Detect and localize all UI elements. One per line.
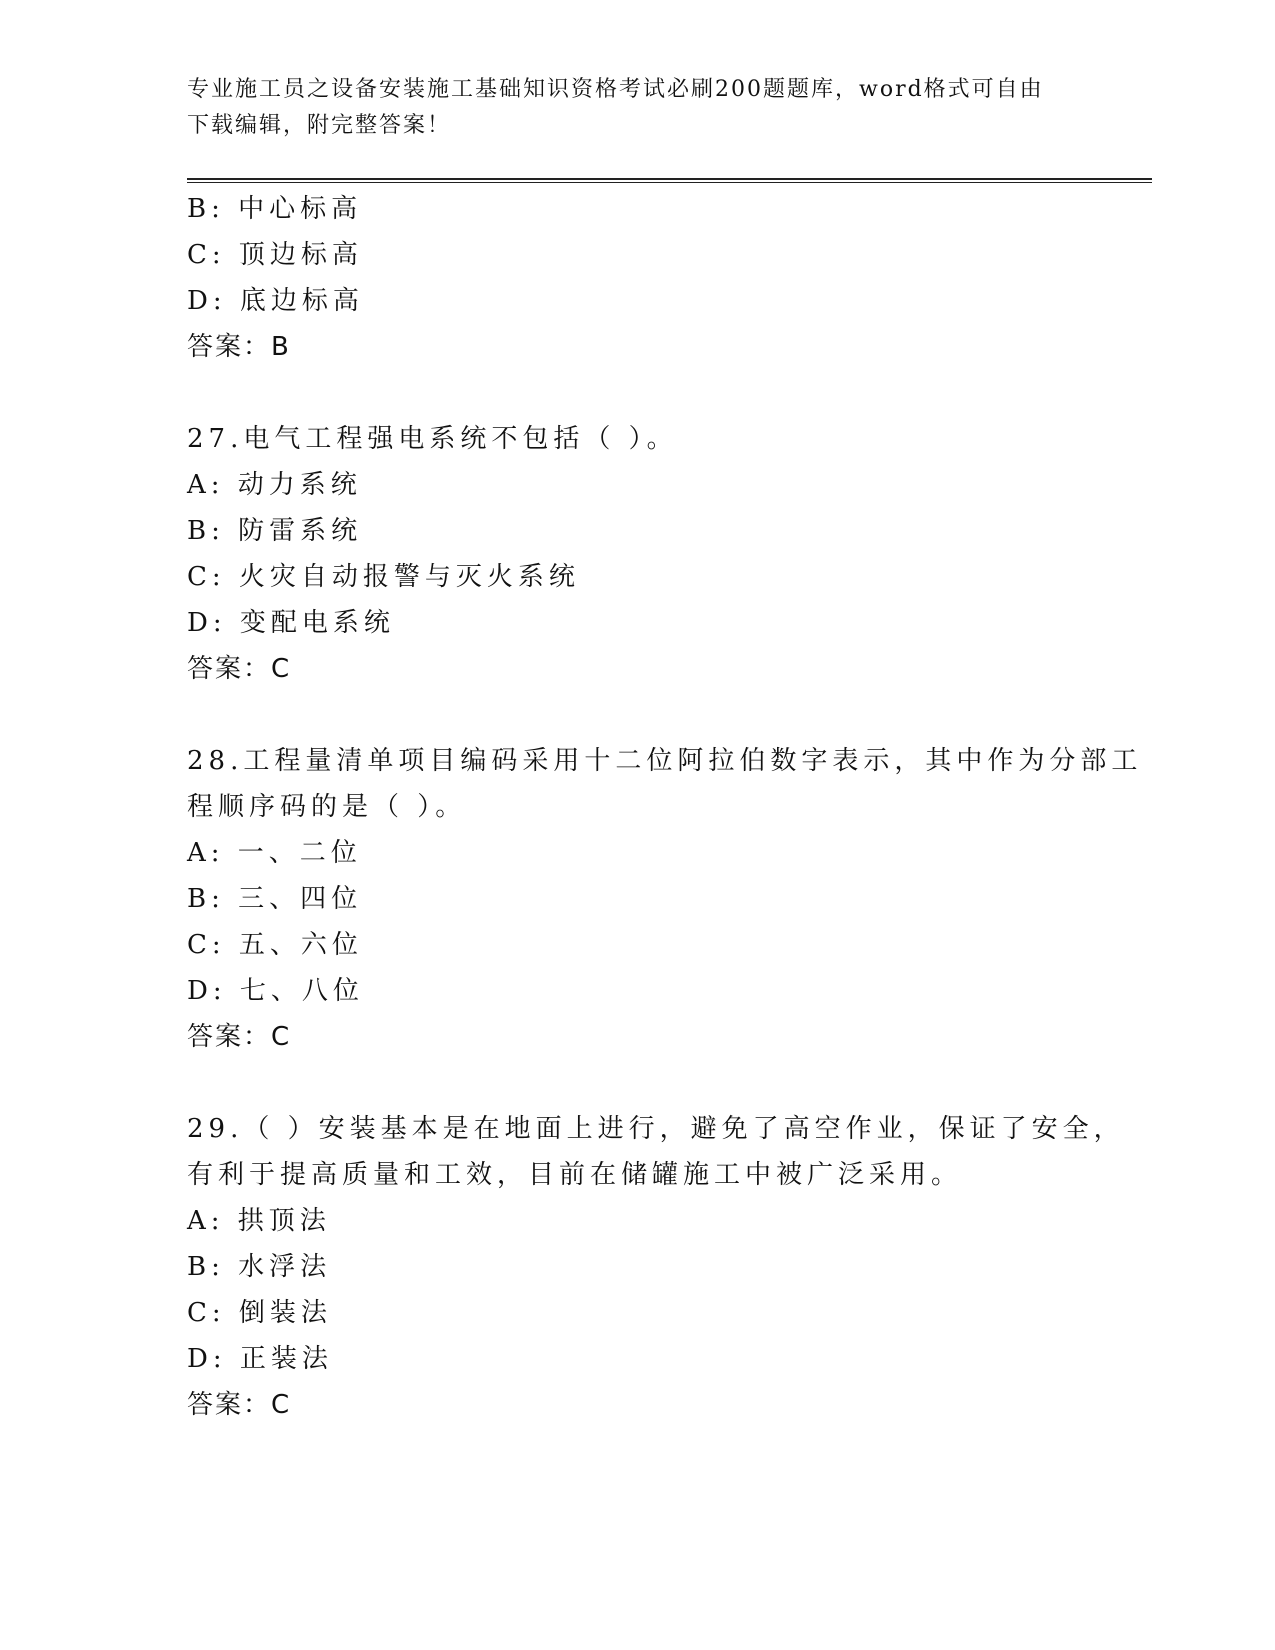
document-header — [187, 72, 1067, 144]
question-stem-line-1: 29.（ ）安装基本是在地面上进行，避免了高空作业，保证了安全， — [187, 1114, 1125, 1144]
spacer — [187, 692, 1087, 738]
option-a: A: 拱顶法 — [187, 1206, 331, 1236]
question-29 — [187, 1106, 1125, 1428]
header-divider — [187, 178, 1152, 183]
option-d: D: 底边标高 — [187, 286, 364, 316]
question-28 — [187, 738, 1143, 1060]
continued-question — [187, 186, 1087, 370]
answer-line: 答案：C — [187, 1390, 292, 1420]
answer-line: 答案：C — [187, 1022, 292, 1052]
option-d: D: 七、八位 — [187, 976, 364, 1006]
question-content — [187, 186, 1143, 1428]
option-d: D: 变配电系统 — [187, 608, 395, 638]
option-c: C: 火灾自动报警与灭火系统 — [187, 562, 580, 592]
header-line-1: 专业施工员之设备安装施工基础知识资格考试必刷200题题库，word格式可自由 — [187, 77, 1044, 102]
header-line-2: 下载编辑，附完整答案！ — [187, 113, 452, 138]
spacer — [187, 370, 1087, 416]
question-27 — [187, 416, 1087, 692]
spacer — [187, 1060, 1087, 1106]
question-stem-line-1: 28.工程量清单项目编码采用十二位阿拉伯数字表示，其中作为分部工 — [187, 746, 1143, 776]
option-c: C: 五、六位 — [187, 930, 363, 960]
option-b: B: 防雷系统 — [187, 516, 363, 546]
option-c: C: 倒装法 — [187, 1298, 332, 1328]
question-stem-line-2: 程顺序码的是（ ）。 — [187, 792, 467, 822]
answer-line: 答案：B — [187, 332, 291, 362]
option-d: D: 正装法 — [187, 1344, 333, 1374]
answer-line: 答案：C — [187, 654, 292, 684]
question-stem: 27.电气工程强电系统不包括（ ）。 — [187, 424, 678, 454]
option-a: A: 动力系统 — [187, 470, 362, 500]
option-c: C: 顶边标高 — [187, 240, 363, 270]
option-b: B: 三、四位 — [187, 884, 363, 914]
option-b: B: 中心标高 — [187, 194, 363, 224]
question-stem-line-2: 有利于提高质量和工效，目前在储罐施工中被广泛采用。 — [187, 1160, 963, 1190]
option-a: A: 一、二位 — [187, 838, 362, 868]
option-b: B: 水浮法 — [187, 1252, 332, 1282]
